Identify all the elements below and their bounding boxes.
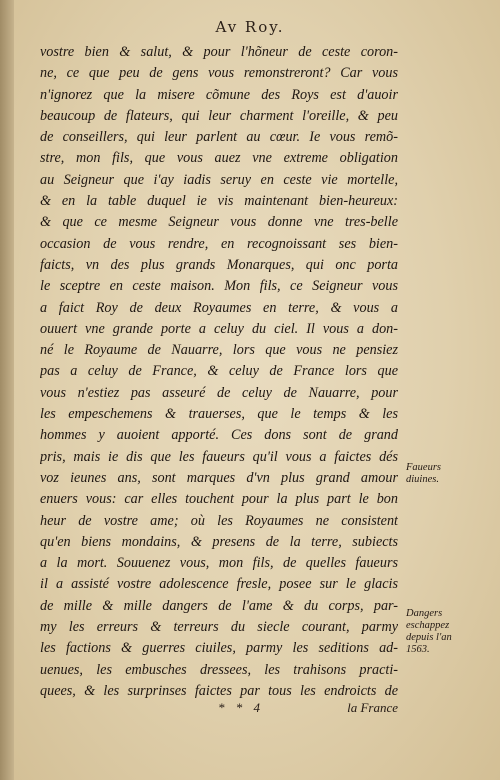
- margin-note-line: 1563.: [406, 644, 430, 655]
- margin-note-line: eschappez: [406, 620, 450, 631]
- text-line: le sceptre en ceste maison. Mon fils, ce Seigneur vous: [40, 278, 398, 295]
- text-line: pas a celuy de France, & celuy de France lors que: [40, 363, 398, 380]
- signature-mark: * * 4: [218, 700, 264, 715]
- text-line: a faict Roy de deux Royaumes en terre, & vous a: [40, 299, 398, 316]
- text-line: né le Royaume de Nauarre, lors que vous ne pensiez: [40, 342, 398, 359]
- text-line: my les erreurs & terreurs du siecle courant, parmy: [40, 619, 398, 636]
- text-line: au Seigneur que i'ay iadis seruy en ceste vie mortelle,: [40, 171, 398, 188]
- running-head: Av Roy.: [215, 18, 285, 36]
- text-line: a la mort. Souuenez vous, mon fils, de quelles faueurs: [40, 555, 398, 572]
- margin-note-line: diuines.: [406, 474, 439, 485]
- page-footer: [40, 700, 398, 720]
- text-line: ne, ce que peu de gens vous remonstreront? Car vous: [40, 65, 398, 82]
- text-line: les factions & guerres ciuiles, parmy les seditions ad-: [40, 640, 398, 657]
- margin-note-line: depuis l'an: [406, 632, 452, 643]
- text-line: quees, & les surprinses faictes par tous les endroicts de: [40, 682, 398, 699]
- text-line: heur de vostre ame; où les Royaumes ne consistent: [40, 512, 398, 529]
- text-line: faicts, vn des plus grands Monarques, qui onc porta: [40, 256, 398, 273]
- text-line: les empeschemens & trauerses, que le temps & les: [40, 406, 398, 423]
- margin-note-line: Faueurs: [406, 462, 441, 473]
- catchword: la France: [347, 700, 398, 715]
- text-line: de mille & mille dangers de l'ame & du corps, par-: [40, 597, 398, 614]
- body-text: [40, 42, 398, 702]
- margin-note-faueurs: [406, 462, 496, 486]
- margin-note-dangers: [406, 608, 496, 656]
- text-line: stre, mon fils, que vous auez vne extreme obligation: [40, 150, 398, 167]
- text-line: vous n'estiez pas asseuré de celuy de Nauarre, pour: [40, 384, 398, 401]
- page-gutter-shadow: [0, 0, 14, 780]
- text-line: hommes y auoient apporté. Ces dons sont de grand: [40, 427, 398, 444]
- text-line: de conseillers, qui leur parlent au cœur. Ie vous remõ-: [40, 129, 398, 146]
- text-line: n'ignorez que la misere cõmune des Roys est d'auoir: [40, 86, 398, 103]
- text-line: & que ce mesme Seigneur vous donne vne tres-belle: [40, 214, 398, 231]
- text-line: & en la table duquel ie vis maintenant bien-heureux:: [40, 193, 398, 210]
- margin-note-line: Dangers: [406, 608, 443, 619]
- text-line: beaucoup de flateurs, qui leur charment l'oreille, & peu: [40, 107, 398, 124]
- text-line: enuers vous: car elles touchent pour la plus part le bon: [40, 491, 398, 508]
- text-line: il a assisté vostre adolescence fresle, posee sur le glacis: [40, 576, 398, 593]
- text-line: uenues, les embusches dressees, les trahisons practi-: [40, 661, 398, 678]
- text-line: vostre bien & salut, & pour l'hõneur de ceste coron-: [40, 44, 398, 60]
- text-line: voz ieunes ans, sont marques d'vn plus grand amour: [40, 469, 398, 486]
- text-line: ouuert vne grande porte a celuy du ciel. Il vous a don-: [40, 320, 398, 337]
- text-line: occasion de vous rendre, en recognoissant ses bien-: [40, 235, 398, 252]
- text-line: qu'en biens mondains, & presens de la terre, subiects: [40, 533, 398, 550]
- text-line: pris, mais ie dis que les faueurs qu'il vous a faictes dés: [40, 448, 398, 465]
